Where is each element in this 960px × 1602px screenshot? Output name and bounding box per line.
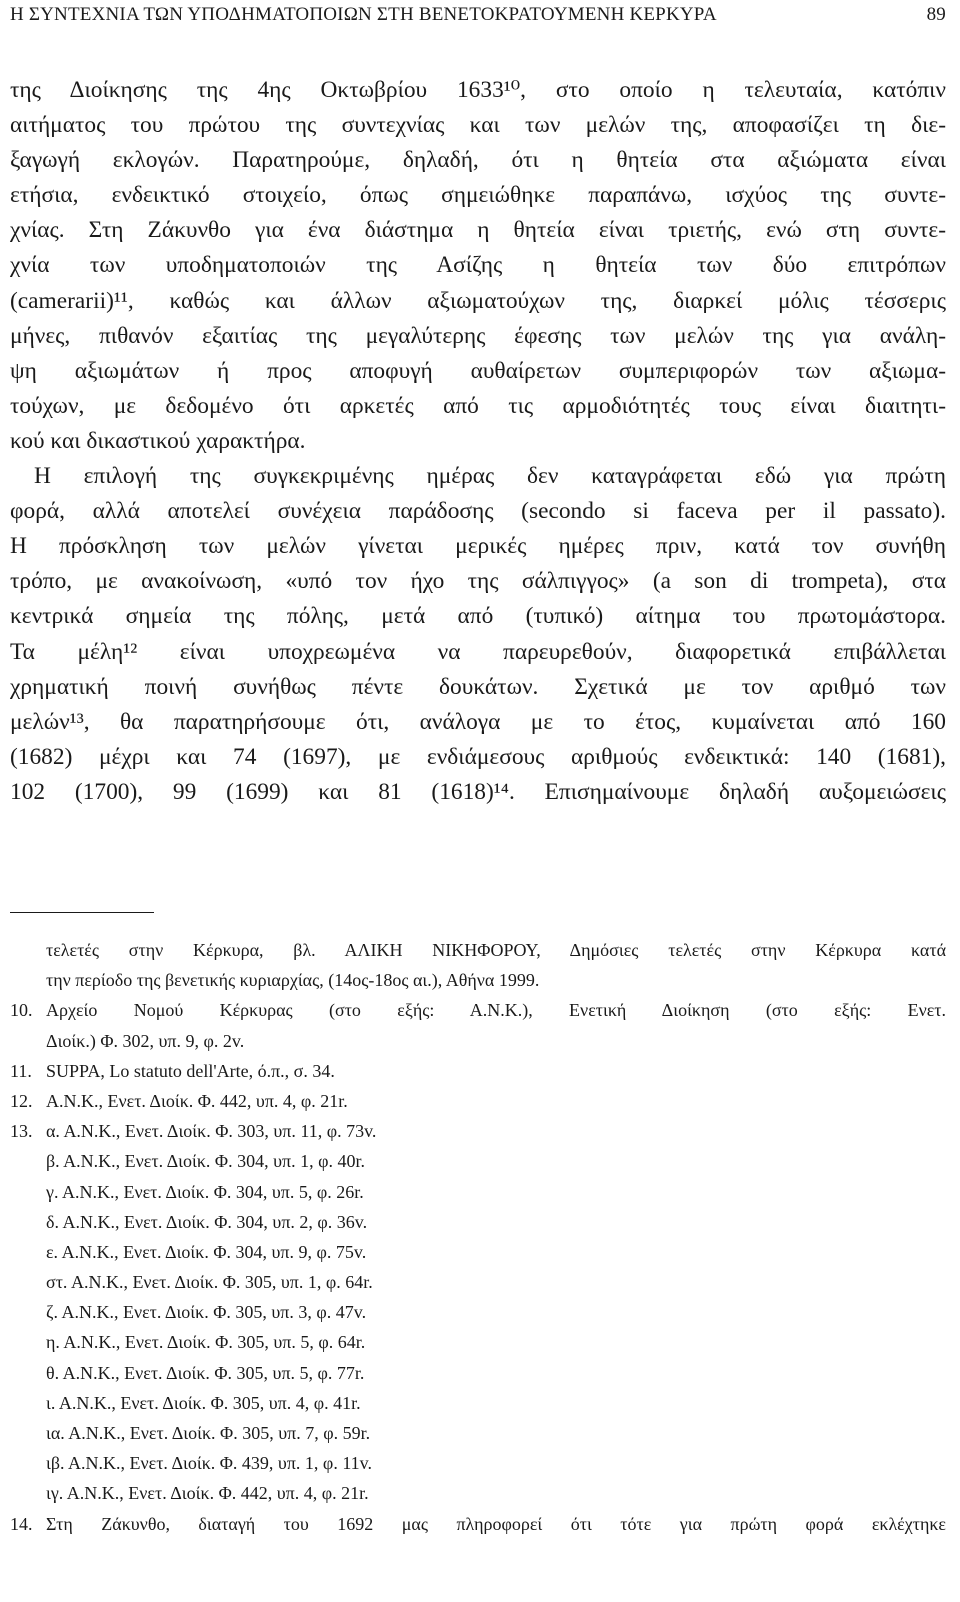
footnote-number: 13.: [10, 1121, 33, 1142]
body-line: Η επιλογή της συγκεκριμένης ημέρας δεν καταγράφεται εδώ για πρώτη: [34, 463, 946, 490]
footnote-13-item: η. Α.Ν.Κ., Ενετ. Διοίκ. Φ. 305, υπ. 5, φ. 64r.: [46, 1332, 366, 1353]
body-line: κού και δικαστικού χαρακτήρα.: [10, 427, 306, 454]
body-line: Η πρόσκληση των μελών γίνεται μερικές ημέρες πριν, κατά τον συνήθη: [10, 533, 946, 560]
footnote-10: [10, 995, 946, 1025]
body-line: φορά, αλλά αποτελεί συνέχεια παράδοσης (secondo si faceva per il passato).: [10, 498, 946, 525]
body-line: Τα μέλη¹² είναι υποχρεωμένα να παρευρεθούν, διαφορετικά επιβάλλεται: [10, 638, 946, 665]
footnote-14: [10, 1509, 946, 1539]
footnote-text: SUPPA, Lo statuto dell'Arte, ό.π., σ. 34.: [46, 1060, 335, 1081]
footnote-13-item: β. Α.Ν.Κ., Ενετ. Διοίκ. Φ. 304, υπ. 1, φ. 40r.: [46, 1151, 365, 1172]
body-line: τρόπο, με ανακοίνωση, «υπό τον ήχο της σάλπιγγος» (a son di trompeta), στα: [10, 568, 946, 595]
body-line: χνίας. Στη Ζάκυνθο για ένα διάστημα η θητεία είναι τριετής, ενώ στη συντε-: [10, 217, 946, 244]
body-line: χνία των υποδηματοποιών της Ασίζης η θητεία των δύο επιτρόπων: [10, 252, 946, 279]
footnote-number: 12.: [10, 1090, 33, 1111]
footnote-13-item: ιγ. Α.Ν.Κ., Ενετ. Διοίκ. Φ. 442, υπ. 4, φ. 21r.: [46, 1483, 369, 1504]
footnote-continuation-line: την περίοδο της βενετικής κυριαρχίας, (14ος-18ος αι.), Αθήνα 1999.: [46, 970, 540, 991]
footnote-13-item: γ. Α.Ν.Κ., Ενετ. Διοίκ. Φ. 304, υπ. 5, φ. 26r.: [46, 1181, 364, 1202]
footnote-rule: [10, 912, 154, 913]
footnote-number: 10.: [10, 1000, 33, 1021]
footnote-13-item: ιβ. Α.Ν.Κ., Ενετ. Διοίκ. Φ. 439, υπ. 1, φ. 11v.: [46, 1453, 372, 1474]
footnote-number: 14.: [10, 1513, 33, 1534]
body-line: ψη αξιωμάτων ή προς αποφυγή αυθαίρετων συμπεριφορών των αξιωμα-: [10, 357, 946, 384]
footnote-13-item: στ. Α.Ν.Κ., Ενετ. Διοίκ. Φ. 305, υπ. 1, φ. 64r.: [46, 1272, 373, 1293]
body-line: ξαγωγή εκλογών. Παρατηρούμε, δηλαδή, ότι η θητεία στα αξιώματα είναι: [10, 147, 946, 174]
body-line: κεντρικά σημεία της πόλης, μετά από (τυπικό) αίτημα του πρωτομάστορα.: [10, 603, 946, 630]
footnote-10-continuation: Διοίκ.) Φ. 302, υπ. 9, φ. 2v.: [46, 1030, 245, 1051]
body-text: [10, 73, 946, 810]
body-line: αιτήματος του πρώτου της συντεχνίας και των μελών της, αποφασίζει τη διε-: [10, 112, 946, 139]
footnote-12: [10, 1086, 946, 1116]
footnotes: [10, 935, 946, 1539]
body-line: χρηματική ποινή συνήθως πέντε δουκάτων. Σχετικά με τον αριθμό των: [10, 673, 946, 700]
body-line: (1682) μέχρι και 74 (1697), με ενδιάμεσους αριθμούς ενδεικτικά: 140 (1681),: [10, 743, 946, 770]
footnote-text: Αρχείο Νομού Κέρκυρας (στο εξής: Α.Ν.Κ.), Ενετική Διοίκηση (στο εξής: Ενετ.: [46, 1000, 946, 1021]
footnote-text: α. Α.Ν.Κ., Ενετ. Διοίκ. Φ. 303, υπ. 11, φ. 73v.: [46, 1121, 377, 1142]
footnote-text: Α.Ν.Κ., Ενετ. Διοίκ. Φ. 442, υπ. 4, φ. 21r.: [46, 1090, 348, 1111]
footnote-text: Στη Ζάκυνθο, διαταγή του 1692 μας πληροφορεί ότι τότε για πρώτη φορά εκλέχτηκε: [46, 1513, 946, 1534]
page-number: 89: [926, 4, 946, 25]
footnote-13-item: ζ. Α.Ν.Κ., Ενετ. Διοίκ. Φ. 305, υπ. 3, φ. 47v.: [46, 1302, 367, 1323]
footnote-13-item: δ. Α.Ν.Κ., Ενετ. Διοίκ. Φ. 304, υπ. 2, φ. 36v.: [46, 1211, 368, 1232]
footnote-13-item: ι. Α.Ν.Κ., Ενετ. Διοίκ. Φ. 305, υπ. 4, φ. 41r.: [46, 1392, 361, 1413]
body-line: (camerarii)¹¹, καθώς και άλλων αξιωματούχων της, διαρκεί μόλις τέσσερις: [10, 287, 946, 314]
body-line: ετήσια, ενδεικτικό στοιχείο, όπως σημειώθηκε παραπάνω, ισχύος της συντε-: [10, 182, 946, 209]
running-title: Η ΣΥΝΤΕΧΝΙΑ ΤΩΝ ΥΠΟΔΗΜΑΤΟΠΟΙΩΝ ΣΤΗ ΒΕΝΕΤΟΚΡΑΤΟΥΜΕΝΗ ΚΕΡΚΥΡΑ: [10, 4, 717, 25]
body-line: μελών¹³, θα παρατηρήσουμε ότι, ανάλογα με το έτος, κυμαίνεται από 160: [10, 708, 946, 735]
footnote-13-item: θ. Α.Ν.Κ., Ενετ. Διοίκ. Φ. 305, υπ. 5, φ. 77r.: [46, 1362, 365, 1383]
footnote-number: 11.: [10, 1060, 32, 1081]
footnote-13-item: ια. Α.Ν.Κ., Ενετ. Διοίκ. Φ. 305, υπ. 7, φ. 59r.: [46, 1423, 371, 1443]
body-line: 102 (1700), 99 (1699) και 81 (1618)¹⁴. Επισημαίνουμε δηλαδή αυξομειώσεις: [10, 778, 946, 805]
body-line: τούχων, με δεδομένο ότι αρκετές από τις αρμοδιότητές τους είναι διαιτητι-: [10, 392, 946, 419]
body-line: μήνες, πιθανόν εξαιτίας της μεγαλύτερης έφεσης των μελών της για ανάλη-: [10, 322, 946, 349]
footnote-13: [10, 1116, 946, 1146]
footnote-continuation-line: τελετές στην Κέρκυρα, βλ. ΑΛΙΚΗ ΝΙΚΗΦΟΡΟΥ, Δημόσιες τελετές στην Κέρκυρα κατά: [46, 940, 946, 960]
footnote-13-item: ε. Α.Ν.Κ., Ενετ. Διοίκ. Φ. 304, υπ. 9, φ. 75v.: [46, 1241, 367, 1262]
body-line: της Διοίκησης της 4ης Οκτωβρίου 1633¹⁰, στο οποίο η τελευταία, κατόπιν: [10, 77, 946, 103]
footnote-11: [10, 1056, 946, 1086]
